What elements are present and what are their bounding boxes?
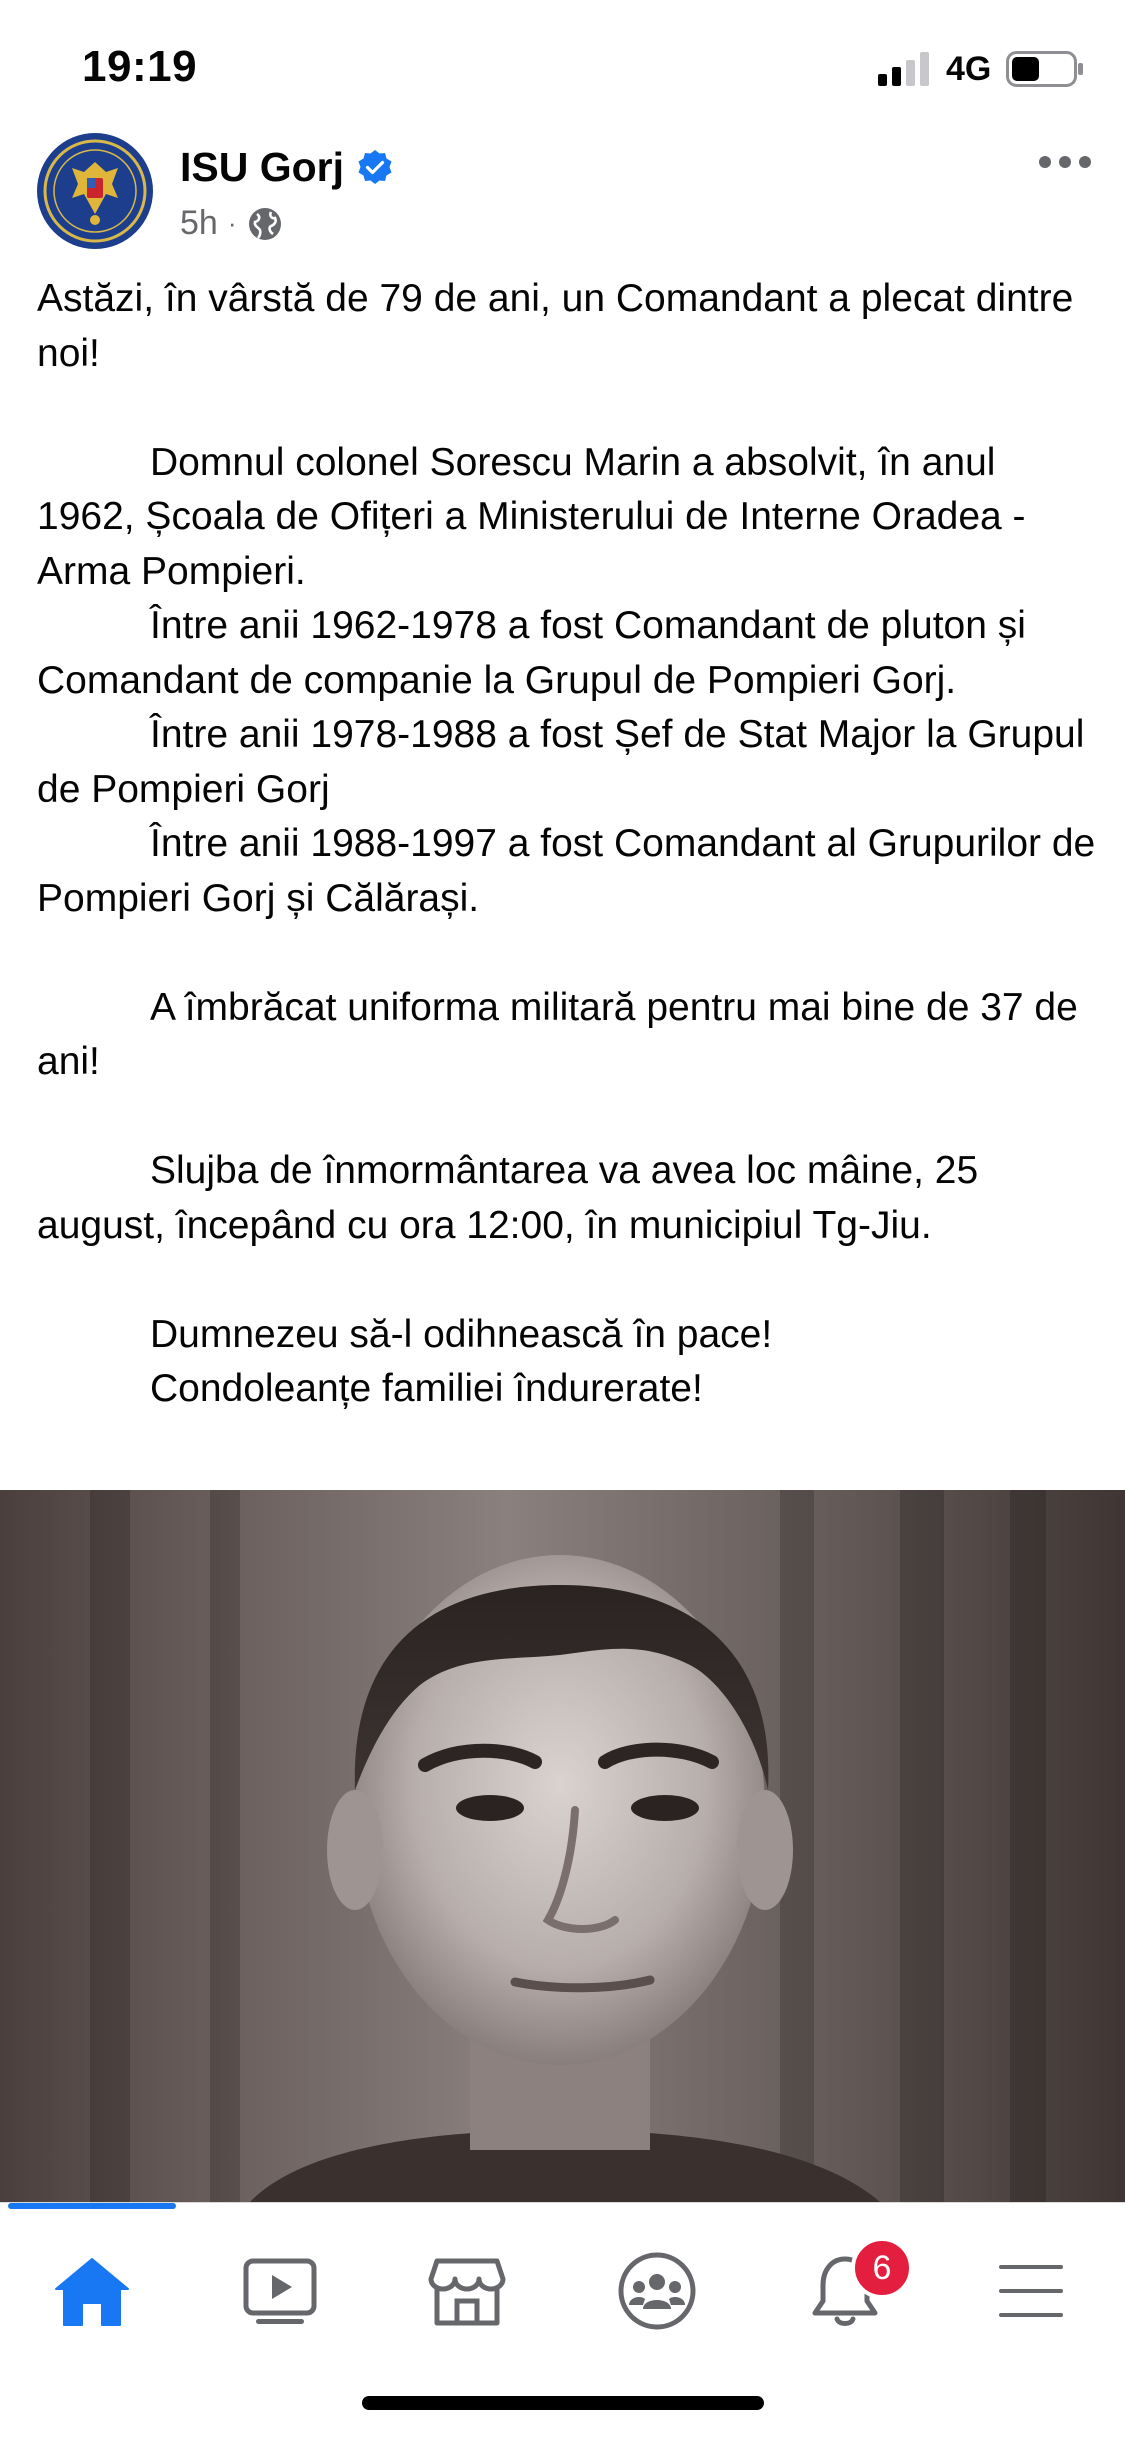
battery-icon	[1006, 51, 1084, 87]
post-paragraph: Domnul colonel Sorescu Marin a absolvit, în anul 1962, Școala de Ofițeri a Ministerului de Interne Oradea - Arma Pompieri.	[37, 440, 1026, 593]
marketplace-icon	[427, 2251, 507, 2331]
menu-icon	[991, 2251, 1071, 2331]
paragraph-gap	[37, 926, 1097, 981]
post-time[interactable]: 5h	[180, 204, 218, 242]
page-avatar[interactable]	[36, 132, 154, 250]
tab-home[interactable]	[22, 2231, 162, 2351]
post-paragraph: Între anii 1962-1978 a fost Comandant de pluton și Comandant de companie la Grupul de Pompieri Gorj.	[37, 604, 1026, 702]
post-text	[37, 272, 1097, 1417]
paragraph-gap	[37, 1253, 1097, 1308]
network-type: 4G	[946, 50, 992, 88]
signal-icon	[878, 52, 932, 86]
post-paragraph: Între anii 1978-1988 a fost Șef de Stat Major la Grupul de Pompieri Gorj	[37, 713, 1085, 811]
tab-watch[interactable]	[210, 2231, 350, 2351]
post-paragraph: Slujba de înmormântarea va avea loc mâine, 25 august, începând cu ora 12:00, în municipiul Tg-Jiu.	[37, 1149, 979, 1247]
page-name-label[interactable]: ISU Gorj	[180, 144, 345, 190]
post-paragraph: Dumnezeu să-l odihnească în pace!	[150, 1312, 773, 1356]
verified-badge-icon	[356, 149, 394, 187]
tab-notifications[interactable]	[775, 2231, 915, 2351]
tab-marketplace[interactable]	[397, 2231, 537, 2351]
globe-icon	[247, 206, 283, 242]
home-icon	[52, 2251, 132, 2331]
portrait-image	[0, 1490, 1125, 2202]
meta-separator: ·	[227, 208, 237, 238]
status-time: 19:19	[82, 42, 198, 91]
tab-menu[interactable]	[961, 2231, 1101, 2351]
home-indicator[interactable]	[362, 2396, 764, 2410]
post-paragraph: Astăzi, în vârstă de 79 de ani, un Comandant a plecat dintre noi!	[37, 277, 1074, 375]
video-icon	[240, 2251, 320, 2331]
tab-groups[interactable]	[587, 2231, 727, 2351]
more-options-icon[interactable]	[1035, 150, 1095, 174]
notification-badge: 6	[851, 2237, 913, 2299]
post-paragraph: A îmbrăcat uniforma militară pentru mai bine de 37 de ani!	[37, 985, 1078, 1083]
groups-icon	[617, 2251, 697, 2331]
active-tab-indicator	[8, 2203, 176, 2209]
post-photo[interactable]	[0, 1490, 1125, 2202]
isu-emblem-icon	[36, 132, 154, 250]
page-name[interactable]	[180, 144, 394, 191]
paragraph-gap	[37, 381, 1097, 436]
paragraph-gap	[37, 1090, 1097, 1145]
post-paragraph: Între anii 1988-1997 a fost Comandant al Grupurilor de Pompieri Gorj și Călărași.	[37, 822, 1096, 920]
status-bar	[0, 0, 1125, 140]
post-meta	[180, 204, 283, 243]
post-paragraph: Condoleanțe familiei îndurerate!	[150, 1367, 703, 1410]
